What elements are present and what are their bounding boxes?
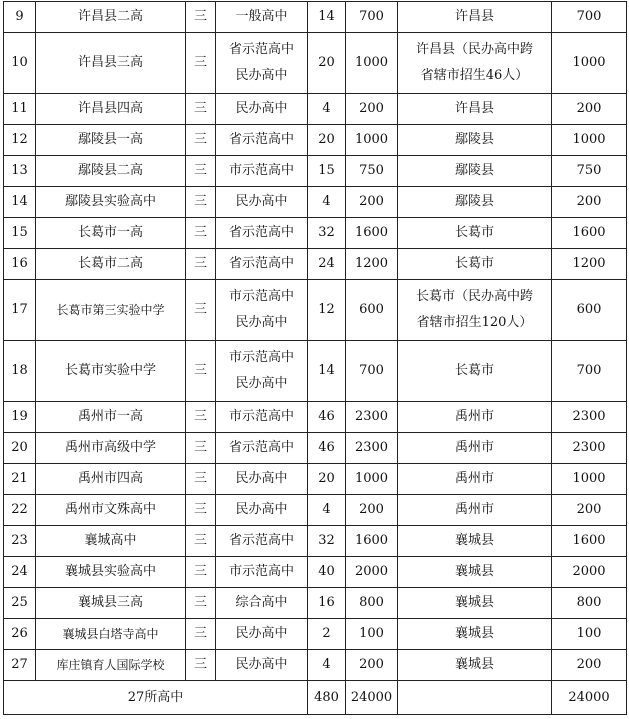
enroll-area-line: 襄城县 (454, 564, 494, 579)
class-count: 46 (308, 402, 346, 433)
plan-count: 1200 (552, 249, 627, 280)
school-type-line: 省示范高中 (228, 132, 294, 147)
school-name: 鄢陵县一高 (36, 125, 186, 156)
grade-cell: 三 (186, 33, 216, 94)
plan-count: 750 (552, 156, 627, 187)
row-number: 13 (4, 156, 36, 187)
school-type (216, 187, 308, 218)
school-type (216, 433, 308, 464)
school-name: 长葛市第三实验中学 (36, 280, 186, 341)
school-type (216, 557, 308, 588)
total-classes: 480 (308, 681, 346, 715)
enroll-area-line: 省辖市招生46人） (420, 68, 529, 83)
table-row (4, 464, 627, 495)
table-row (4, 526, 627, 557)
school-type (216, 94, 308, 125)
school-type-line: 省示范高中 (228, 440, 294, 455)
enroll-area (398, 280, 552, 341)
grade-cell: 三 (186, 156, 216, 187)
class-count: 32 (308, 526, 346, 557)
table-body (4, 2, 627, 681)
table-row (4, 433, 627, 464)
grade-cell: 三 (186, 341, 216, 402)
class-count: 15 (308, 156, 346, 187)
school-type (216, 33, 308, 94)
school-type-line: 省示范高中 (228, 533, 294, 548)
grade-cell: 三 (186, 588, 216, 619)
class-count: 4 (308, 650, 346, 681)
school-name: 长葛市实验中学 (36, 341, 186, 402)
enroll-area (398, 495, 552, 526)
table-row (4, 125, 627, 156)
enroll-area (398, 526, 552, 557)
row-number: 27 (4, 650, 36, 681)
plan-count: 1000 (552, 464, 627, 495)
table-row (4, 218, 627, 249)
grade-cell: 三 (186, 402, 216, 433)
school-name: 禹州市四高 (36, 464, 186, 495)
table-row (4, 402, 627, 433)
enroll-count: 2300 (346, 433, 398, 464)
table-row (4, 495, 627, 526)
school-type-line: 民办高中 (235, 315, 288, 330)
enroll-count: 100 (346, 619, 398, 650)
plan-count: 200 (552, 187, 627, 218)
school-name: 襄城高中 (36, 526, 186, 557)
table-row (4, 33, 627, 94)
enroll-area-line: 鄢陵县 (454, 163, 494, 178)
school-type (216, 464, 308, 495)
school-name: 许昌县四高 (36, 94, 186, 125)
enroll-area (398, 125, 552, 156)
row-number: 18 (4, 341, 36, 402)
school-name: 襄城县三高 (36, 588, 186, 619)
enroll-area-line: 鄢陵县 (454, 194, 494, 209)
row-number: 12 (4, 125, 36, 156)
table-row (4, 249, 627, 280)
enroll-count: 1000 (346, 33, 398, 94)
enroll-area (398, 156, 552, 187)
enroll-area-line: 襄城县 (454, 595, 494, 610)
enroll-area-line: 禹州市 (454, 502, 494, 517)
school-name: 襄城县实验高中 (36, 557, 186, 588)
school-type-line: 省示范高中 (228, 256, 294, 271)
school-name: 鄢陵县二高 (36, 156, 186, 187)
enroll-area (398, 33, 552, 94)
school-type-line: 一般高中 (235, 9, 288, 24)
grade-cell: 三 (186, 125, 216, 156)
class-count: 24 (308, 249, 346, 280)
enroll-count: 700 (346, 341, 398, 402)
grade-cell: 三 (186, 433, 216, 464)
school-type (216, 650, 308, 681)
enroll-count: 750 (346, 156, 398, 187)
school-name: 禹州市一高 (36, 402, 186, 433)
enroll-area (398, 619, 552, 650)
plan-count: 2300 (552, 402, 627, 433)
school-type (216, 2, 308, 33)
school-type-line: 市示范高中 (228, 163, 294, 178)
enroll-area-line: 许昌县 (454, 9, 494, 24)
enroll-count: 1600 (346, 526, 398, 557)
grade-cell: 三 (186, 464, 216, 495)
class-count: 20 (308, 464, 346, 495)
school-name: 许昌县二高 (36, 2, 186, 33)
school-type-line: 省示范高中 (228, 42, 294, 57)
school-type (216, 402, 308, 433)
school-type-line: 市示范高中 (228, 564, 294, 579)
row-number: 19 (4, 402, 36, 433)
school-type-line: 民办高中 (235, 68, 288, 83)
school-type-line: 民办高中 (235, 626, 288, 641)
enroll-area (398, 341, 552, 402)
school-name: 襄城县白塔寺高中 (36, 619, 186, 650)
school-name: 长葛市一高 (36, 218, 186, 249)
grade-cell: 三 (186, 526, 216, 557)
school-type-line: 民办高中 (235, 657, 288, 672)
class-count: 14 (308, 2, 346, 33)
enroll-area-line: 襄城县 (454, 657, 494, 672)
class-count: 40 (308, 557, 346, 588)
school-type (216, 218, 308, 249)
enroll-area (398, 249, 552, 280)
enroll-count: 200 (346, 650, 398, 681)
enroll-area-line: 襄城县 (454, 626, 494, 641)
row-number: 25 (4, 588, 36, 619)
row-number: 11 (4, 94, 36, 125)
enroll-area-line: 襄城县 (454, 533, 494, 548)
grade-cell: 三 (186, 2, 216, 33)
school-type-line: 市示范高中 (228, 289, 294, 304)
grade-cell: 三 (186, 218, 216, 249)
plan-count: 200 (552, 94, 627, 125)
total-row (4, 681, 627, 715)
enroll-count: 200 (346, 187, 398, 218)
class-count: 2 (308, 619, 346, 650)
enroll-area-line: 长葛市 (454, 225, 494, 240)
plan-count: 700 (552, 2, 627, 33)
class-count: 46 (308, 433, 346, 464)
enroll-area (398, 187, 552, 218)
enroll-count: 600 (346, 280, 398, 341)
class-count: 12 (308, 280, 346, 341)
enroll-area-line: 长葛市 (454, 256, 494, 271)
grade-cell: 三 (186, 249, 216, 280)
school-type (216, 125, 308, 156)
class-count: 16 (308, 588, 346, 619)
row-number: 15 (4, 218, 36, 249)
enroll-area (398, 218, 552, 249)
total-area (398, 681, 552, 715)
enroll-count: 1000 (346, 125, 398, 156)
table-row (4, 187, 627, 218)
enroll-area-line: 省辖市招生120人） (416, 315, 533, 330)
class-count: 32 (308, 218, 346, 249)
table-row (4, 94, 627, 125)
enroll-area-line: 禹州市 (454, 409, 494, 424)
school-name: 禹州市文殊高中 (36, 495, 186, 526)
school-type-line: 民办高中 (235, 376, 288, 391)
row-number: 21 (4, 464, 36, 495)
grade-cell: 三 (186, 619, 216, 650)
row-number: 17 (4, 280, 36, 341)
school-type (216, 156, 308, 187)
class-count: 4 (308, 94, 346, 125)
enroll-area (398, 402, 552, 433)
row-number: 23 (4, 526, 36, 557)
plan-count: 200 (552, 495, 627, 526)
enroll-count: 2300 (346, 402, 398, 433)
plan-count: 600 (552, 280, 627, 341)
enroll-area-line: 长葛市（民办高中跨 (415, 289, 533, 304)
school-name: 鄢陵县实验高中 (36, 187, 186, 218)
table-row (4, 2, 627, 33)
total-label: 27所高中 (4, 681, 308, 715)
enroll-area (398, 650, 552, 681)
total-enroll: 24000 (346, 681, 398, 715)
table-row (4, 619, 627, 650)
school-type-line: 民办高中 (235, 502, 288, 517)
enroll-area-line: 许昌县 (454, 101, 494, 116)
table-row (4, 588, 627, 619)
school-type (216, 341, 308, 402)
class-count: 20 (308, 125, 346, 156)
school-type-line: 民办高中 (235, 194, 288, 209)
plan-count: 200 (552, 650, 627, 681)
enroll-area (398, 464, 552, 495)
enroll-area (398, 588, 552, 619)
plan-count: 2300 (552, 433, 627, 464)
table-row (4, 156, 627, 187)
enroll-count: 1200 (346, 249, 398, 280)
enroll-count: 200 (346, 495, 398, 526)
enroll-area (398, 557, 552, 588)
enroll-area-line: 鄢陵县 (454, 132, 494, 147)
school-type-line: 省示范高中 (228, 225, 294, 240)
table-row (4, 341, 627, 402)
grade-cell: 三 (186, 495, 216, 526)
plan-count: 1600 (552, 218, 627, 249)
school-name: 许昌县三高 (36, 33, 186, 94)
row-number: 16 (4, 249, 36, 280)
grade-cell: 三 (186, 280, 216, 341)
row-number: 24 (4, 557, 36, 588)
grade-cell: 三 (186, 557, 216, 588)
enroll-area (398, 433, 552, 464)
school-name: 禹州市高级中学 (36, 433, 186, 464)
enroll-count: 1000 (346, 464, 398, 495)
row-number: 26 (4, 619, 36, 650)
class-count: 4 (308, 187, 346, 218)
school-type-line: 民办高中 (235, 471, 288, 486)
enroll-area-line: 禹州市 (454, 471, 494, 486)
grade-cell: 三 (186, 187, 216, 218)
plan-count: 2000 (552, 557, 627, 588)
school-type-line: 综合高中 (235, 595, 288, 610)
plan-count: 1600 (552, 526, 627, 557)
enroll-area (398, 94, 552, 125)
total-plan: 24000 (552, 681, 627, 715)
enroll-count: 700 (346, 2, 398, 33)
grade-cell: 三 (186, 650, 216, 681)
enrollment-table (3, 1, 627, 715)
plan-count: 700 (552, 341, 627, 402)
school-type (216, 588, 308, 619)
school-type-line: 民办高中 (235, 101, 288, 116)
table-row (4, 650, 627, 681)
plan-count: 1000 (552, 33, 627, 94)
enroll-count: 2000 (346, 557, 398, 588)
class-count: 14 (308, 341, 346, 402)
school-name: 长葛市二高 (36, 249, 186, 280)
school-type (216, 495, 308, 526)
school-type (216, 249, 308, 280)
school-type (216, 619, 308, 650)
school-type (216, 526, 308, 557)
enroll-count: 800 (346, 588, 398, 619)
class-count: 20 (308, 33, 346, 94)
enroll-count: 1600 (346, 218, 398, 249)
enroll-area-line: 长葛市 (454, 363, 494, 378)
table-row (4, 280, 627, 341)
enroll-area-line: 禹州市 (454, 440, 494, 455)
enroll-count: 200 (346, 94, 398, 125)
row-number: 20 (4, 433, 36, 464)
school-type (216, 280, 308, 341)
row-number: 10 (4, 33, 36, 94)
enroll-area-line: 许昌县（民办高中跨 (415, 42, 533, 57)
school-type-line: 市示范高中 (228, 409, 294, 424)
school-name: 库庄镇育人国际学校 (36, 650, 186, 681)
row-number: 14 (4, 187, 36, 218)
class-count: 4 (308, 495, 346, 526)
enroll-area (398, 2, 552, 33)
plan-count: 100 (552, 619, 627, 650)
school-type-line: 市示范高中 (228, 350, 294, 365)
grade-cell: 三 (186, 94, 216, 125)
table-row (4, 557, 627, 588)
plan-count: 1000 (552, 125, 627, 156)
row-number: 22 (4, 495, 36, 526)
plan-count: 800 (552, 588, 627, 619)
row-number: 9 (4, 2, 36, 33)
